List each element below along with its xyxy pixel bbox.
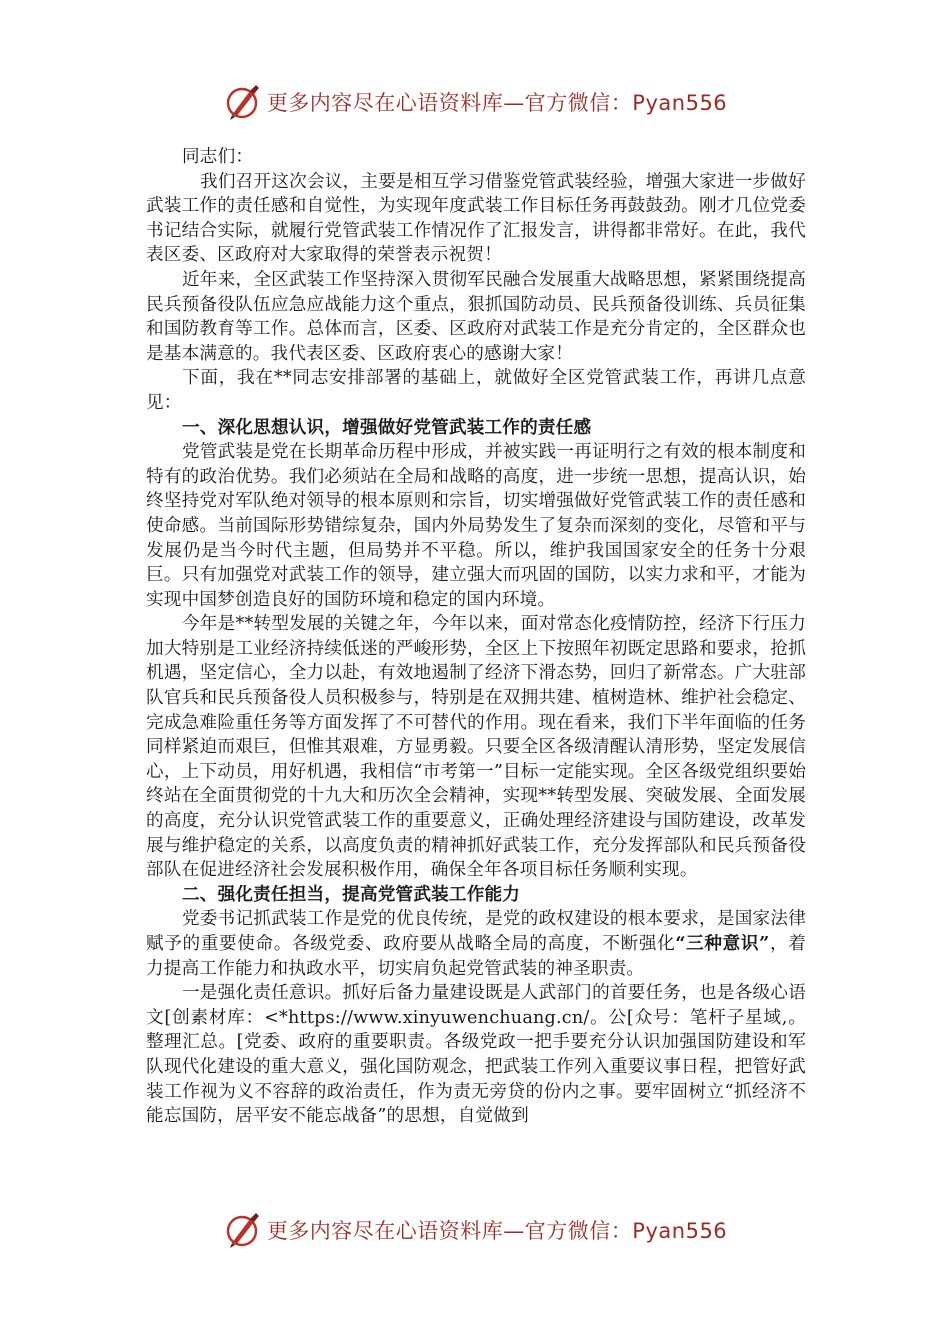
paragraph-3: 下面，我在**同志安排部署的基础上，就做好全区党管武装工作，再讲几点意见：: [146, 368, 806, 413]
header-banner-text: 更多内容尽在心语资料库—官方微信：Pyan556: [266, 91, 728, 115]
paragraph-6: [146, 907, 806, 981]
document-body: [146, 145, 806, 1129]
paragraph-7: 一是强化责任意识。抓好后备力量建设既是人武部门的首要任务，也是各级心语文[创素材库：<*https://www.xinyuwenchuang.cn/。公[众号：笔杆子星域,。整理汇总。[党委、政府的重要职责。各级党政一把手要充分认识加强国防建设和军队现代化建设的重大意义，强化国防观念，把武装工作列入重要议事日程，把管好武装工作视为义不容辞的政治责任，作为责无旁贷的份内之事。要牢固树立“抓经济不能忘国防，居平安不能忘战备”的思想，自觉做到: [146, 983, 806, 1127]
paragraph-1: 我们召开这次会议，主要是相互学习借鉴党管武装经验，增强大家进一步做好武装工作的责任感和自觉性，为实现年度武装工作目标任务再鼓鼓劲。刚才几位党委书记结合实际，就履行党管武装工作情况作了汇报发言，讲得都非常好。在此，我代表区委、区政府对大家取得的荣誉表示祝贺！: [146, 171, 806, 266]
footer-banner: [0, 1208, 950, 1252]
paragraph-6-part-a: 党委书记抓武装工作是党的优良传统，是党的政权建设的根本要求，是国家法律赋予的重要使命。各级党委、政府要从战略全局的高度，不断强化: [146, 909, 806, 954]
pen-logo-icon: [223, 1210, 263, 1250]
footer-banner-text: 更多内容尽在心语资料库—官方微信：Pyan556: [266, 1219, 728, 1243]
greeting: 同志们：: [182, 147, 254, 167]
paragraph-5: 今年是**转型发展的关键之年，今年以来，面对常态化疫情防控，经济下行压力加大特别是工业经济持续低迷的严峻形势，全区上下按照年初既定思路和要求，抢抓机遇，坚定信心，全力以赴，有效地遏制了经济下滑态势，回归了新常态。广大驻部队官兵和民兵预备役人员积极参与，特别是在双拥共建、植树造林、维护社会稳定、完成急难险重任务等方面发挥了不可替代的作用。现在看来，我们下半年面临的任务同样紧迫而艰巨，但惟其艰难，方显勇毅。只要全区各级清醒认清形势，坚定发展信心，上下动员，用好机遇，我相信“市考第一”目标一定能实现。全区各级党组织要始终站在全面贯彻党的十九大和历次全会精神，实现**转型发展、突破发展、全面发展的高度，充分认识党管武装工作的重要意义，正确处理经济建设与国防建设，改革发展与维护稳定的关系，以高度负责的精神抓好武装工作，充分发挥部队和民兵预备役部队在促进经济社会发展积极作用，确保全年各项目标任务顺利实现。: [146, 614, 806, 881]
paragraph-2: 近年来，全区武装工作坚持深入贯彻军民融合发展重大战略思想，紧紧围绕提高民兵预备役队伍应急应战能力这个重点，狠抓国防动员、民兵预备役训练、兵员征集和国防教育等工作。总体而言，区委、区政府对武装工作是充分肯定的，全区群众也是基本满意的。我代表区委、区政府衷心的感谢大家！: [146, 269, 806, 364]
header-banner: [0, 80, 950, 124]
paragraph-6-part-b: ，着力提高工作能力和执政水平，切实肩负起党管武装的神圣职责。: [146, 934, 806, 979]
paragraph-4: 党管武装是党在长期革命历程中形成，并被实践一再证明行之有效的根本制度和特有的政治优势。我们必须站在全局和战略的高度，进一步统一思想，提高认识，始终坚持党对军队绝对领导的根本原则和宗旨，切实增强做好党管武装工作的责任感和使命感。当前国际形势错综复杂，国内外局势发生了复杂而深刻的变化，尽管和平与发展仍是当今时代主题，但局势并不平稳。所以，维护我国国家安全的任务十分艰巨。只有加强党对武装工作的领导，建立强大而巩固的国防，以实力求和平，才能为实现中国梦创造良好的国防环境和稳定的国内环境。: [146, 442, 806, 610]
pen-logo-icon: [223, 82, 263, 122]
section-heading-1: 一、深化思想认识，增强做好党管武装工作的责任感: [182, 416, 592, 438]
paragraph-6-bold: “三种意识”: [675, 933, 770, 954]
section-heading-2: 二、强化责任担当，提高党管武装工作能力: [182, 883, 521, 905]
